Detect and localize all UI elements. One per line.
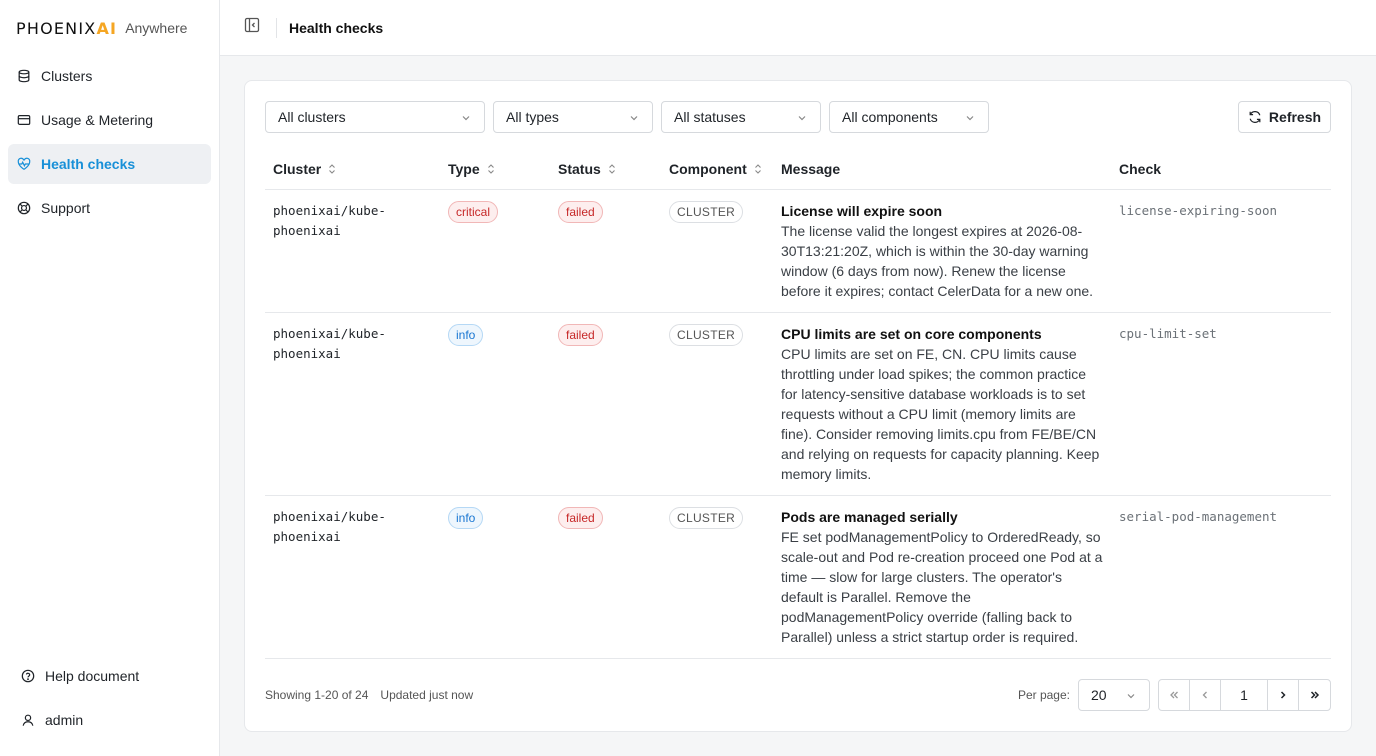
message-body: The license valid the longest expires at 2026-08-30T13:21:20Z, which is within the 30-day warning window (6 days from now). Renew the license before it expires; contact CelerData for a new one.: [781, 222, 1094, 299]
chevrons-right-icon: [1309, 689, 1321, 701]
sort-icon: [607, 163, 617, 175]
cell-check: cpu-limit-set: [1111, 312, 1331, 495]
type-badge: info: [448, 507, 483, 529]
cell-message: [773, 495, 1111, 658]
footer-status: [265, 688, 473, 702]
chevron-down-icon: [1125, 690, 1137, 702]
page-title: Health checks: [289, 19, 384, 36]
status-badge: failed: [558, 507, 603, 529]
cell-cluster: phoenixai/kube-phoenixai: [265, 189, 440, 312]
filter-bar: [265, 101, 1331, 134]
sidebar-item-label: Support: [41, 200, 91, 216]
chevron-down-icon: [964, 112, 976, 124]
cell-cluster: [265, 658, 440, 663]
cell-cluster: phoenixai/kube-phoenixai: [265, 495, 440, 658]
help-circle-icon: [21, 669, 35, 683]
cell-type: [440, 312, 550, 495]
pager: [1158, 679, 1331, 711]
table-row[interactable]: [265, 495, 1331, 658]
cell-check: license-expiring-soon: [1111, 189, 1331, 312]
status-filter-select[interactable]: [661, 101, 821, 133]
cell-check: [1111, 658, 1331, 663]
sidebar-item-usage-metering[interactable]: [8, 100, 211, 140]
cell-type: [440, 658, 550, 663]
sidebar-nav: [0, 56, 219, 228]
component-filter-select[interactable]: [829, 101, 989, 133]
last-page-button[interactable]: [1299, 680, 1330, 710]
sort-icon: [753, 163, 763, 175]
first-page-button[interactable]: [1159, 680, 1190, 710]
chevron-down-icon: [460, 112, 472, 124]
type-filter-select[interactable]: [493, 101, 653, 133]
column-header-message: Message: [773, 149, 1111, 189]
table-row[interactable]: [265, 658, 1331, 663]
cell-component: [661, 312, 773, 495]
chevron-right-icon: [1277, 689, 1289, 701]
help-document-label: Help document: [45, 668, 140, 684]
health-checks-card: [244, 80, 1352, 732]
table-row[interactable]: [265, 189, 1331, 312]
sidebar-item-label: Usage & Metering: [41, 112, 154, 128]
sidebar-item-support[interactable]: [8, 188, 211, 228]
chevron-left-icon: [1199, 689, 1211, 701]
sidebar-item-label: Health checks: [41, 156, 136, 172]
cell-message: [773, 312, 1111, 495]
column-header-cluster[interactable]: Cluster: [265, 149, 440, 189]
sidebar-toggle-button[interactable]: [236, 12, 268, 44]
sidebar: [0, 0, 220, 756]
component-filter-value: All components: [842, 109, 938, 125]
user-name: admin: [45, 712, 84, 728]
cell-status: [550, 312, 661, 495]
chevron-down-icon: [796, 112, 808, 124]
type-badge: critical: [448, 201, 498, 223]
cell-message: [773, 189, 1111, 312]
cell-component: [661, 658, 773, 663]
database-icon: [17, 69, 31, 83]
cell-message: [773, 658, 1111, 663]
sort-icon: [327, 163, 337, 175]
cell-status: [550, 495, 661, 658]
health-checks-table: [265, 149, 1331, 663]
prev-page-button[interactable]: [1190, 680, 1221, 710]
type-filter-value: All types: [506, 109, 559, 125]
message-body: CPU limits are set on FE, CN. CPU limits cause throttling under load spikes; the common practice for latency-sensitive database workloads is to set requests without a CPU limit (memory limits are fine). Consider removing limits.cpu from FE/BE/CN and relying on requests for capacity planning. Keep memory limits.: [781, 345, 1100, 482]
panel-left-icon: [244, 17, 260, 38]
credit-card-icon: [17, 113, 31, 127]
per-page-select[interactable]: [1078, 679, 1150, 711]
cell-check: serial-pod-management: [1111, 495, 1331, 658]
updated-status: Updated just now: [380, 688, 474, 702]
chevron-down-icon: [628, 112, 640, 124]
brand-logo: PHOENIXAI: [16, 18, 118, 38]
sort-icon: [486, 163, 496, 175]
column-header-type[interactable]: Type: [440, 149, 550, 189]
component-badge: CLUSTER: [669, 507, 743, 529]
heart-pulse-icon: [17, 157, 31, 171]
pagination: [1018, 679, 1331, 711]
status-filter-value: All statuses: [674, 109, 746, 125]
per-page-value: 20: [1091, 687, 1107, 703]
chevrons-left-icon: [1168, 689, 1180, 701]
sidebar-item-health-checks[interactable]: [8, 144, 211, 184]
status-badge: failed: [558, 201, 603, 223]
sidebar-item-label: Clusters: [41, 68, 93, 84]
cluster-filter-select[interactable]: [265, 101, 485, 133]
refresh-icon: [1248, 110, 1262, 124]
table-header-row: [265, 149, 1331, 189]
help-document-link[interactable]: [8, 656, 211, 696]
page-number[interactable]: 1: [1221, 680, 1268, 710]
cell-type: [440, 189, 550, 312]
showing-count: Showing 1-20 of 24: [265, 688, 369, 702]
sidebar-bottom: [8, 656, 211, 744]
component-badge: CLUSTER: [669, 324, 743, 346]
table-footer: [265, 679, 1331, 711]
message-title: CPU limits are set on core components: [781, 325, 1042, 342]
status-badge: failed: [558, 324, 603, 346]
type-badge: info: [448, 324, 483, 346]
cell-component: [661, 189, 773, 312]
per-page-label: Per page:: [1017, 688, 1070, 702]
cell-status: [550, 189, 661, 312]
cell-status: [550, 658, 661, 663]
component-badge: CLUSTER: [669, 201, 743, 223]
message-title: Pods are managed serially: [781, 508, 958, 525]
top-header: [220, 0, 1376, 56]
column-header-component[interactable]: Component: [661, 149, 773, 189]
cluster-filter-value: All clusters: [278, 109, 346, 125]
column-header-status[interactable]: Status: [550, 149, 661, 189]
header-divider: [276, 18, 277, 38]
cell-component: [661, 495, 773, 658]
brand[interactable]: [0, 0, 219, 56]
lifebuoy-icon: [17, 201, 31, 215]
brand-subtitle: Anywhere: [125, 20, 188, 36]
message-body: FE set podManagementPolicy to OrderedReady, so scale-out and Pod re-creation proceed one Pod at a time — slow for large clusters. The operator's default is Parallel. Remove the podManagementPolicy override (falling back to Parallel) unless a strict startup order is required.: [781, 528, 1103, 645]
table-row[interactable]: [265, 312, 1331, 495]
cell-cluster: phoenixai/kube-phoenixai: [265, 312, 440, 495]
message-title: License will expire soon: [781, 202, 943, 219]
column-header-check: Check: [1111, 149, 1331, 189]
refresh-label: Refresh: [1268, 109, 1322, 125]
user-icon: [21, 713, 35, 727]
refresh-button[interactable]: [1238, 101, 1331, 133]
health-checks-table-wrapper[interactable]: [265, 149, 1331, 663]
user-menu[interactable]: [8, 700, 211, 740]
sidebar-item-clusters[interactable]: [8, 56, 211, 96]
cell-type: [440, 495, 550, 658]
next-page-button[interactable]: [1268, 680, 1299, 710]
